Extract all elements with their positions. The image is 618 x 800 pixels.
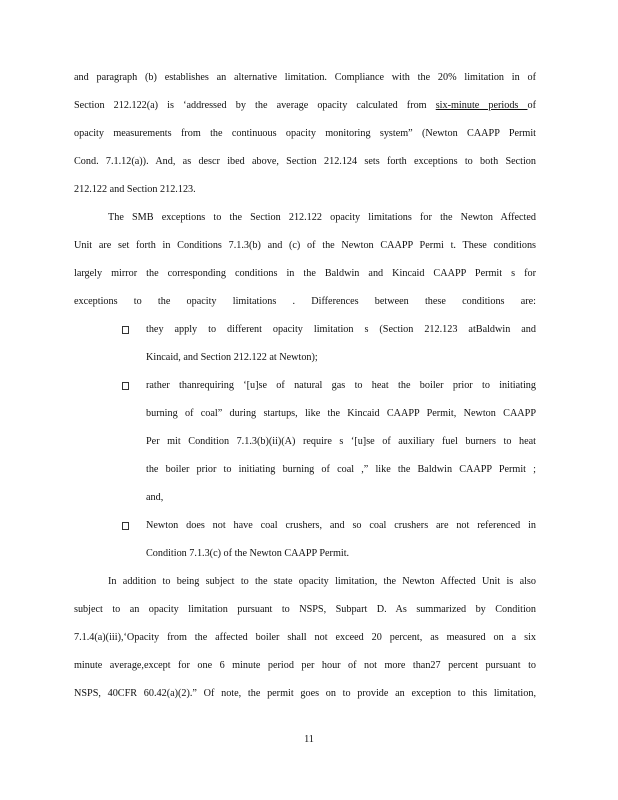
bullet-1-marker-icon xyxy=(122,326,129,334)
paragraph-3-line-3: 7.1.4(a)(iii),‘Opacity from the affected boiler shall not exceed 20 percent, as measured on a six xyxy=(74,632,536,643)
paragraph-1-line-3: opacity measurements from the continuous opacity monitoring system” (Newton CAAPP Permit xyxy=(74,128,536,139)
bullet-2-line-3: Per mit Condition 7.1.3(b)(ii)(A) require s ‘[u]se of auxiliary fuel burners to heat xyxy=(146,436,536,447)
bullet-2-line-1: rather thanrequiring ‘[u]se of natural gas to heat the boiler prior to initiating xyxy=(146,380,536,391)
paragraph-1-line-2 xyxy=(74,99,536,113)
paragraph-1-line-1: and paragraph (b) establishes an alternative limitation. Compliance with the 20% limitation in of xyxy=(74,72,536,83)
paragraph-1-line-4: Cond. 7.1.12(a)). And, as descr ibed above, Section 212.124 sets forth exceptions to both Section xyxy=(74,156,536,167)
bullet-2-line-5: and, xyxy=(146,492,164,503)
paragraph-2-line-4: exceptions to the opacity limitations . Differences between these conditions are: xyxy=(74,296,536,307)
bullet-2-line-4: the boiler prior to initiating burning of coal ,” like the Baldwin CAAPP Permit ; xyxy=(146,464,536,475)
bullet-1-line-1: they apply to different opacity limitation s (Section 212.123 atBaldwin and xyxy=(146,324,536,335)
paragraph-3-line-1: In addition to being subject to the state opacity limitation, the Newton Affected Unit is also xyxy=(108,576,536,587)
paragraph-1-line-2-end: of xyxy=(527,100,536,111)
underlined-text: six-minute periods xyxy=(435,100,528,111)
paragraph-3-line-2: subject to an opacity limitation pursuant to NSPS, Subpart D. As summarized by Condition xyxy=(74,604,536,615)
bullet-1-line-2: Kincaid, and Section 212.122 at Newton); xyxy=(146,352,318,363)
paragraph-1-line-5: 212.122 and Section 212.123. xyxy=(74,184,196,195)
page-number: 11 xyxy=(304,734,314,745)
bullet-3-line-1: Newton does not have coal crushers, and so coal crushers are not referenced in xyxy=(146,520,536,531)
paragraph-2-line-2: Unit are set forth in Conditions 7.1.3(b) and (c) of the Newton CAAPP Permi t. These conditions xyxy=(74,240,536,251)
bullet-3-line-2: Condition 7.1.3(c) of the Newton CAAPP Permit. xyxy=(146,548,350,559)
paragraph-2-line-1: The SMB exceptions to the Section 212.122 opacity limitations for the Newton Affected xyxy=(108,212,536,223)
paragraph-3-line-5: NSPS, 40CFR 60.42(a)(2).” Of note, the permit goes on to provide an exception to this limitation, xyxy=(74,688,536,699)
bullet-2-marker-icon xyxy=(122,382,129,390)
bullet-3-marker-icon xyxy=(122,522,129,530)
paragraph-1-line-2-text: Section 212.122(a) is ‘addressed by the average opacity calculated from xyxy=(74,100,436,111)
bullet-2-line-2: burning of coal” during startups, like the Kincaid CAAPP Permit, Newton CAAPP xyxy=(146,408,536,419)
paragraph-3-line-4: minute average,except for one 6 minute period per hour of not more than27 percent pursuant to xyxy=(74,660,536,671)
paragraph-2-line-3: largely mirror the corresponding conditions in the Baldwin and Kincaid CAAPP Permit s for xyxy=(74,268,536,279)
